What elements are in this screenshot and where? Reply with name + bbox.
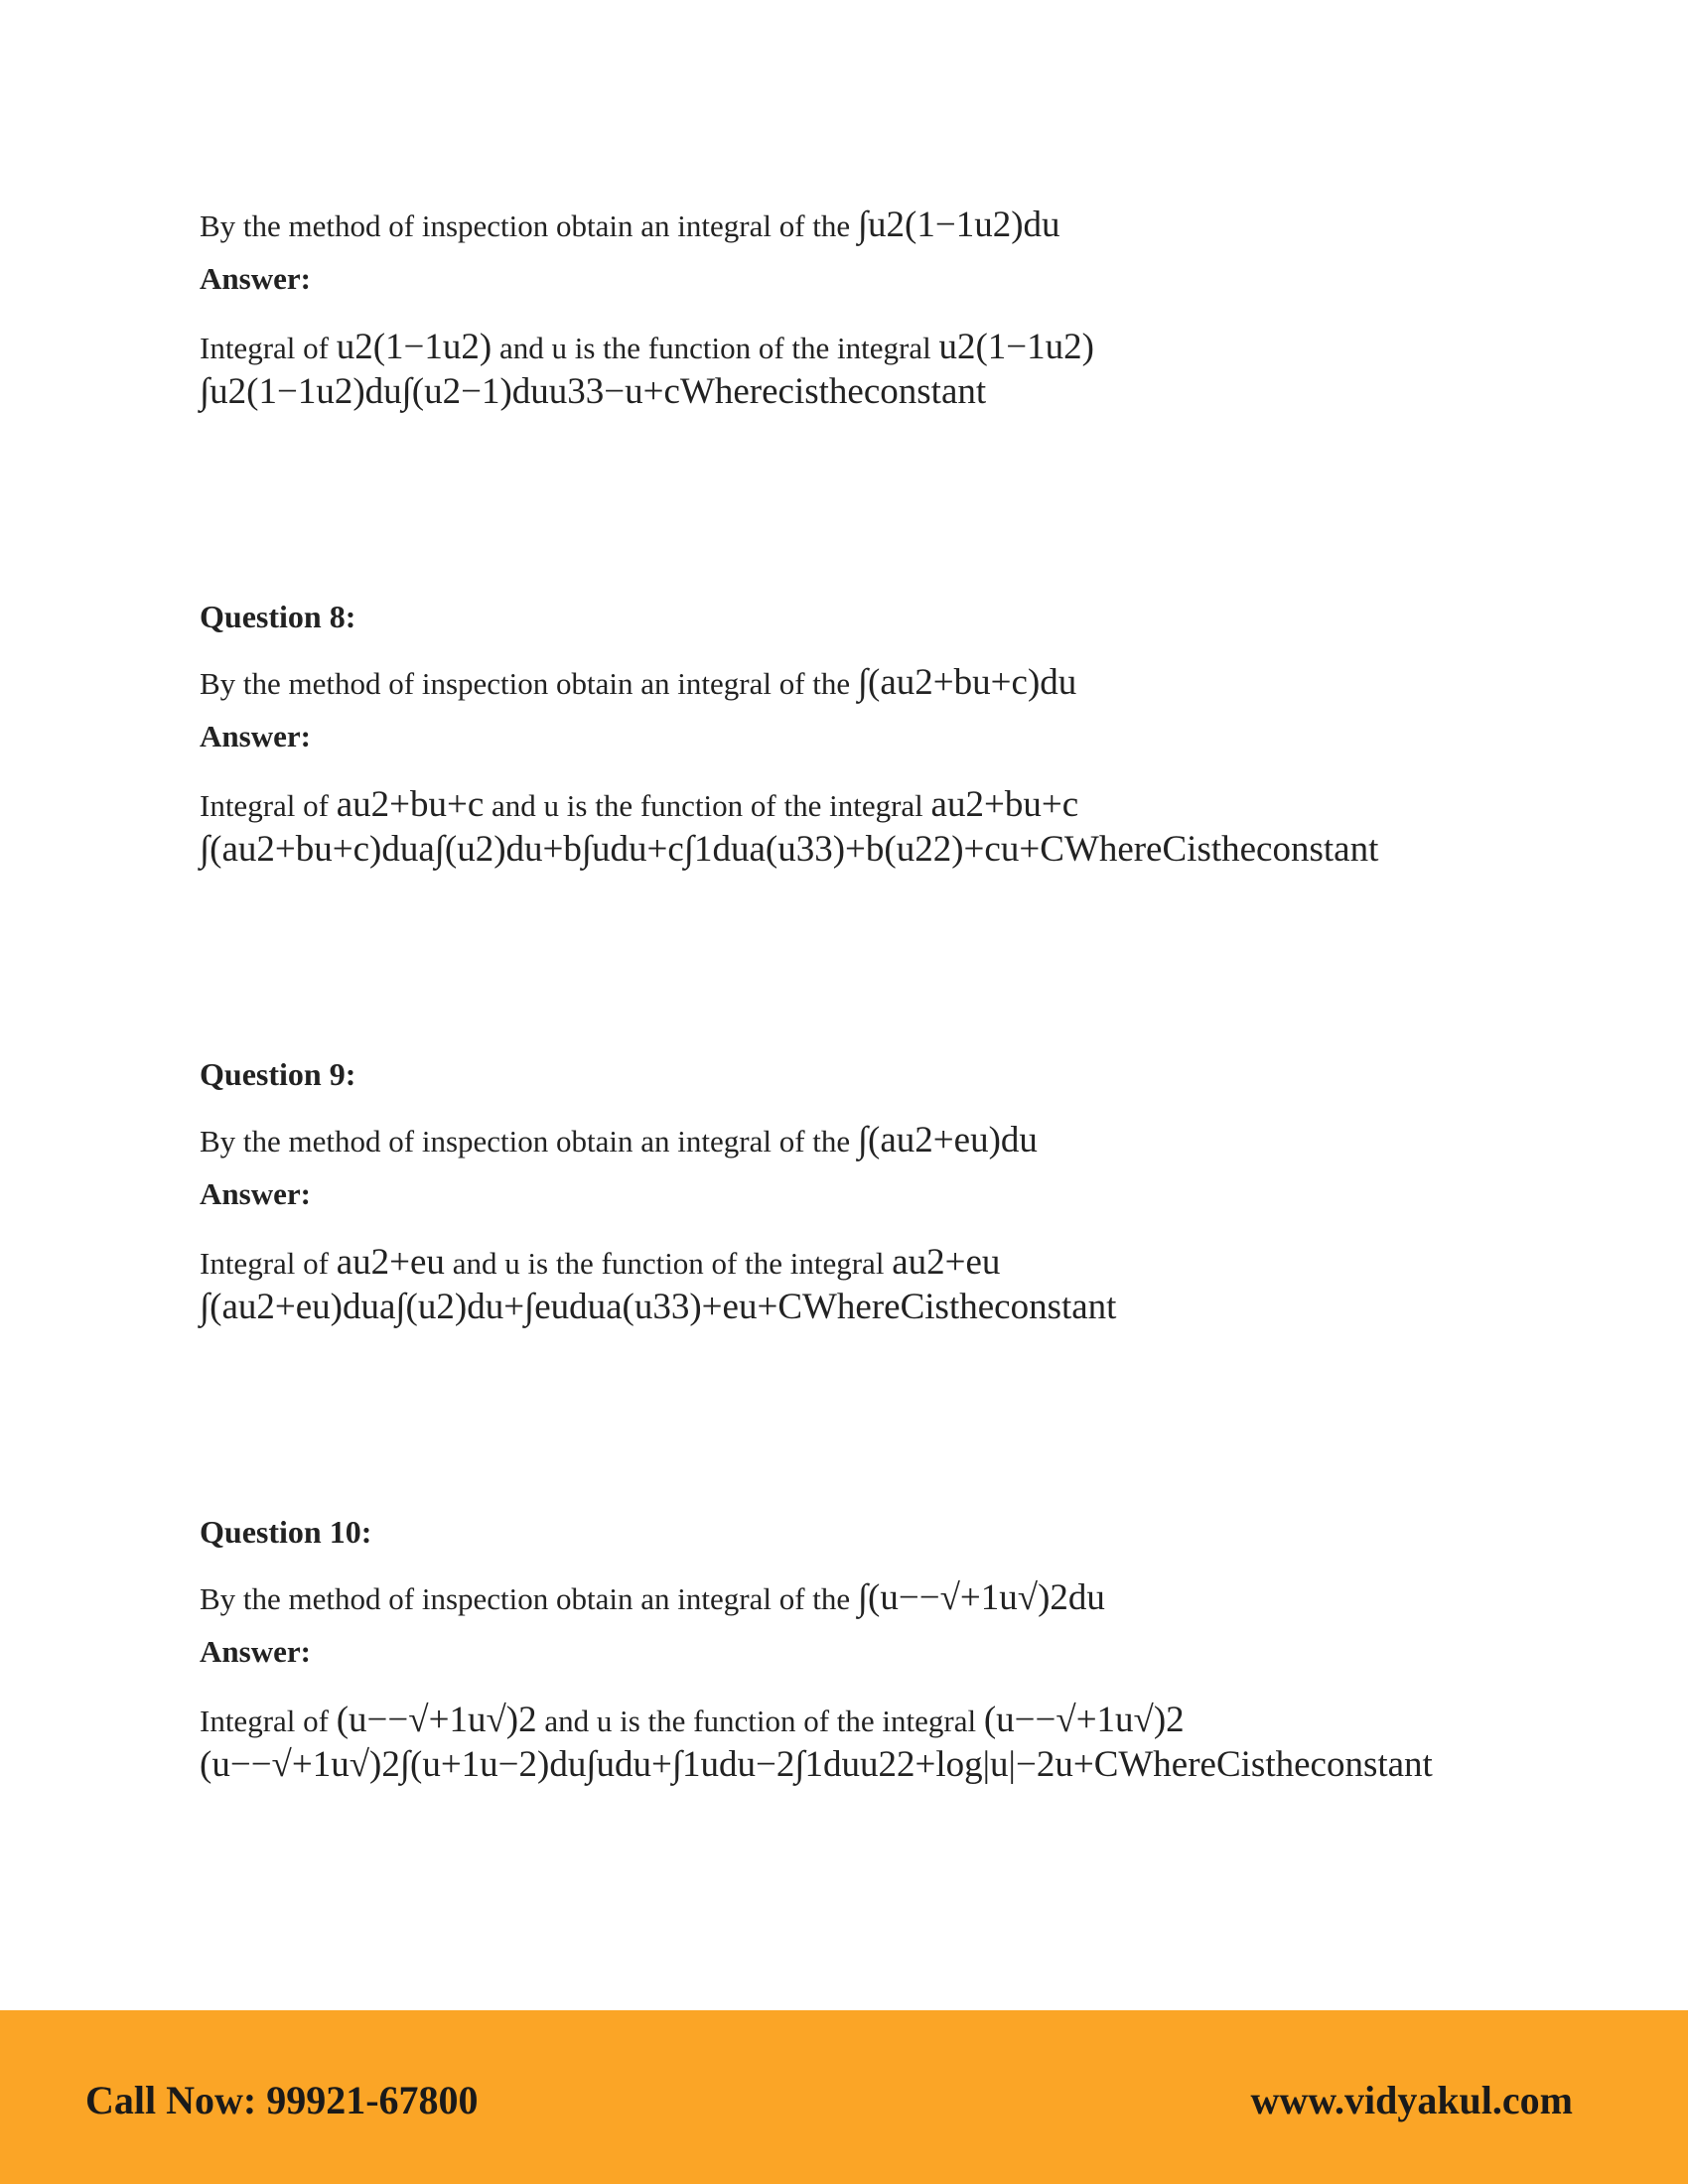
question-9-title: Question 9: — [200, 1056, 356, 1092]
answer-7-solution: ∫u2(1−1u2)du∫(u2−1)duu33−u+cWherecistheconstant — [200, 371, 987, 412]
answer-10-solution: (u−−√+1u√)2∫(u+1u−2)du∫udu+∫1udu−2∫1duu22+log|u|−2u+CWhereCistheconstant — [200, 1744, 1433, 1785]
question-10-integrand: ∫(u−−√+1u√)2du — [857, 1577, 1105, 1618]
call-now-phone[interactable]: Call Now: 99921-67800 — [85, 2078, 479, 2122]
footer-banner — [0, 2010, 1688, 2184]
question-8-integrand: ∫(au2+bu+c)du — [857, 662, 1077, 703]
answer-label: Answer: — [200, 1176, 311, 1211]
answer-label: Answer: — [200, 261, 311, 296]
answer-9-solution: ∫(au2+eu)dua∫(u2)du+∫eudua(u33)+eu+CWhereCistheconstant — [200, 1287, 1117, 1327]
website-link[interactable]: www.vidyakul.com — [1250, 2078, 1573, 2122]
question-9-prompt: By the method of inspection obtain an integral of the ∫(au2+eu)du — [200, 1120, 1038, 1160]
answer-9-intro: Integral of au2+eu and u is the function of the integral au2+eu — [200, 1242, 1001, 1283]
answer-8-solution: ∫(au2+bu+c)dua∫(u2)du+b∫udu+c∫1dua(u33)+b(u22)+cu+CWhereCistheconstant — [200, 829, 1379, 870]
question-10-prompt: By the method of inspection obtain an integral of the ∫(u−−√+1u√)2du — [200, 1577, 1105, 1618]
answer-10-intro: Integral of (u−−√+1u√)2 and u is the function of the integral (u−−√+1u√)2 — [200, 1700, 1185, 1740]
question-8-prompt: By the method of inspection obtain an integral of the ∫(au2+bu+c)du — [200, 662, 1077, 703]
question-8-title: Question 8: — [200, 599, 356, 634]
answer-7-intro: Integral of u2(1−1u2) and u is the function of the integral u2(1−1u2) — [200, 327, 1094, 367]
answer-label: Answer: — [200, 719, 311, 753]
answer-8-intro: Integral of au2+bu+c and u is the function of the integral au2+bu+c — [200, 784, 1079, 825]
question-9-integrand: ∫(au2+eu)du — [857, 1120, 1038, 1160]
question-7-prompt: By the method of inspection obtain an integral of the ∫u2(1−1u2)du — [200, 205, 1060, 245]
question-10-title: Question 10: — [200, 1514, 372, 1550]
answer-label: Answer: — [200, 1634, 311, 1669]
question-7-integrand: ∫u2(1−1u2)du — [857, 205, 1060, 245]
